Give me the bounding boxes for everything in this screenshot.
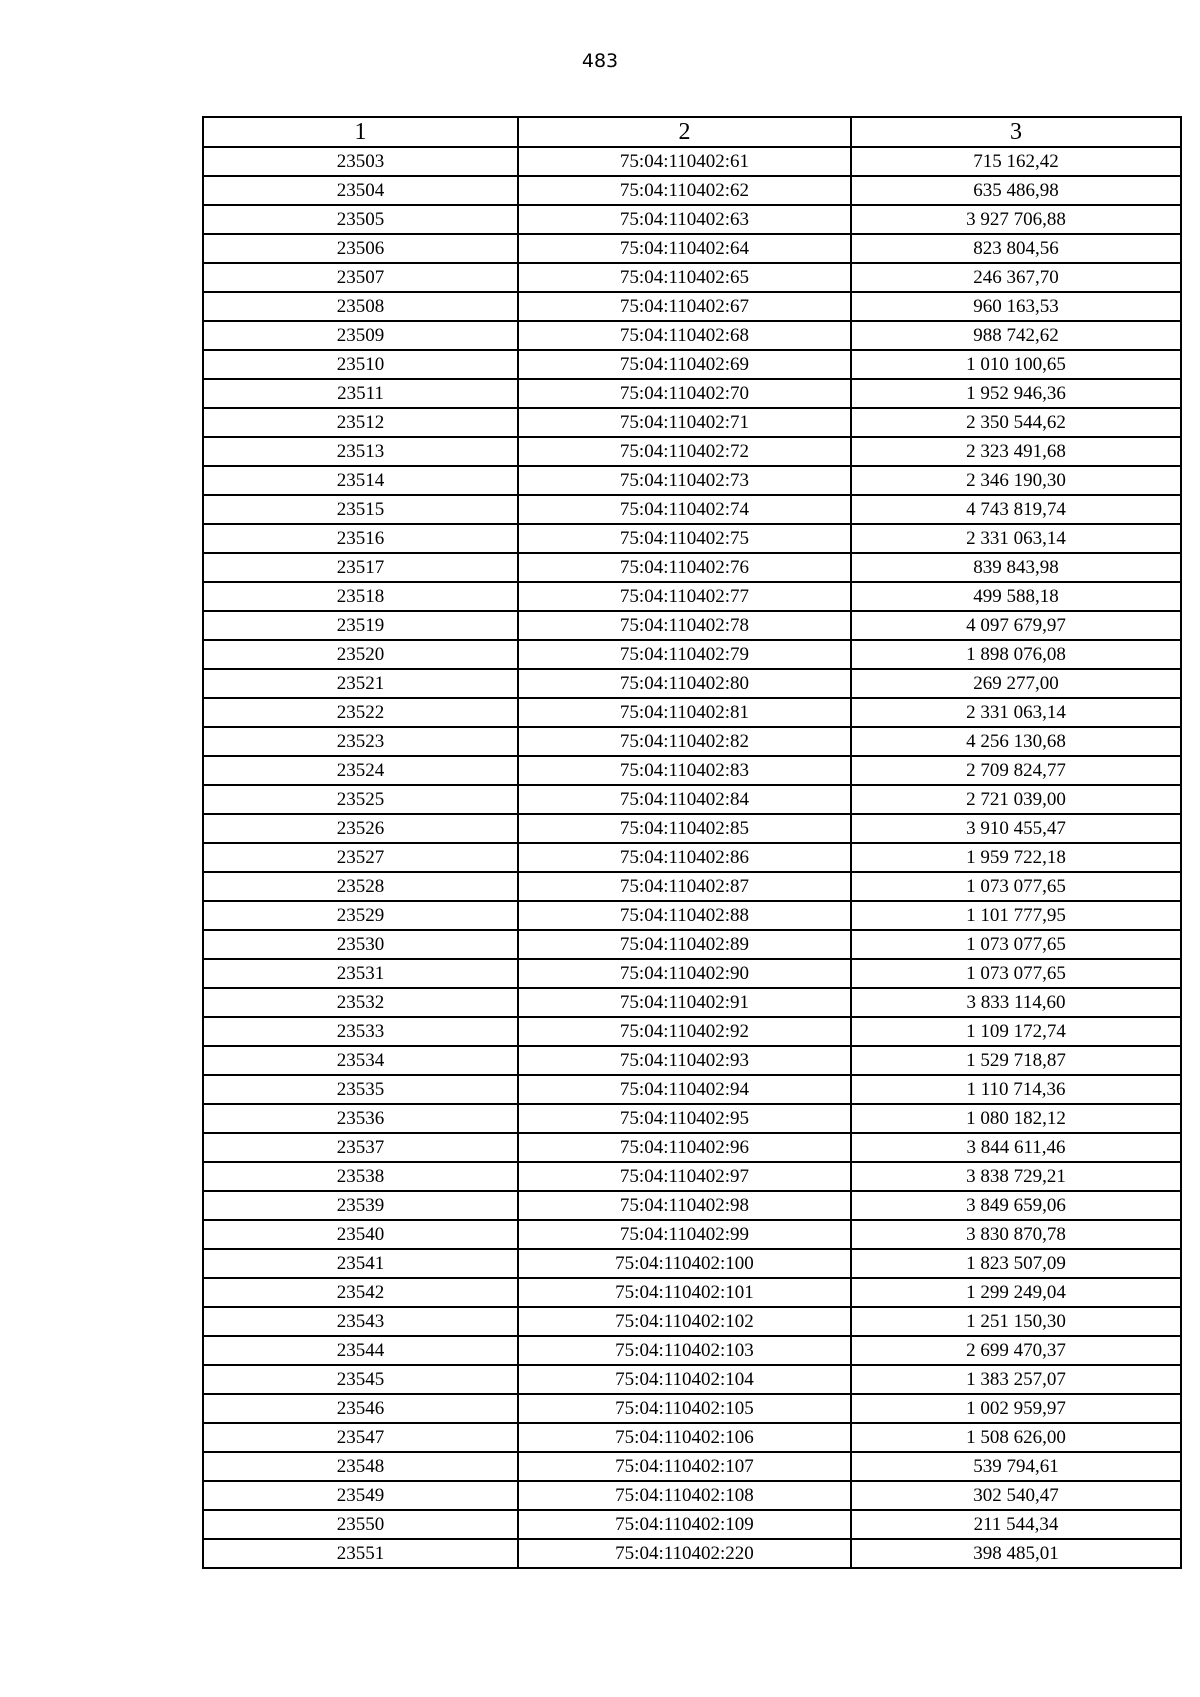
table-row bbox=[203, 234, 1181, 263]
table-row bbox=[203, 1075, 1181, 1104]
row-number-cell: 23536 bbox=[203, 1104, 518, 1133]
column-header-1: 1 bbox=[203, 117, 518, 147]
table-row bbox=[203, 321, 1181, 350]
row-number-cell: 23503 bbox=[203, 147, 518, 176]
value-cell: 1 110 714,36 bbox=[851, 1075, 1181, 1104]
row-number-cell: 23535 bbox=[203, 1075, 518, 1104]
value-cell: 1 002 959,97 bbox=[851, 1394, 1181, 1423]
value-cell: 539 794,61 bbox=[851, 1452, 1181, 1481]
value-cell: 839 843,98 bbox=[851, 553, 1181, 582]
row-number-cell: 23534 bbox=[203, 1046, 518, 1075]
table-row bbox=[203, 988, 1181, 1017]
table-row bbox=[203, 1133, 1181, 1162]
row-number-cell: 23546 bbox=[203, 1394, 518, 1423]
value-cell: 1 508 626,00 bbox=[851, 1423, 1181, 1452]
table-body bbox=[203, 147, 1181, 1568]
column-header-3: 3 bbox=[851, 117, 1181, 147]
value-cell: 1 010 100,65 bbox=[851, 350, 1181, 379]
row-number-cell: 23528 bbox=[203, 872, 518, 901]
table-row bbox=[203, 1481, 1181, 1510]
table-row bbox=[203, 350, 1181, 379]
table-row bbox=[203, 1394, 1181, 1423]
cadastral-number-cell: 75:04:110402:94 bbox=[518, 1075, 851, 1104]
row-number-cell: 23514 bbox=[203, 466, 518, 495]
table-row bbox=[203, 1220, 1181, 1249]
cadastral-number-cell: 75:04:110402:79 bbox=[518, 640, 851, 669]
row-number-cell: 23519 bbox=[203, 611, 518, 640]
table-row bbox=[203, 1249, 1181, 1278]
cadastral-number-cell: 75:04:110402:61 bbox=[518, 147, 851, 176]
cadastral-number-cell: 75:04:110402:77 bbox=[518, 582, 851, 611]
value-cell: 4 097 679,97 bbox=[851, 611, 1181, 640]
cadastral-number-cell: 75:04:110402:87 bbox=[518, 872, 851, 901]
value-cell: 4 256 130,68 bbox=[851, 727, 1181, 756]
row-number-cell: 23522 bbox=[203, 698, 518, 727]
row-number-cell: 23506 bbox=[203, 234, 518, 263]
row-number-cell: 23547 bbox=[203, 1423, 518, 1452]
cadastral-number-cell: 75:04:110402:81 bbox=[518, 698, 851, 727]
row-number-cell: 23518 bbox=[203, 582, 518, 611]
value-cell: 2 346 190,30 bbox=[851, 466, 1181, 495]
cadastral-number-cell: 75:04:110402:62 bbox=[518, 176, 851, 205]
cadastral-number-cell: 75:04:110402:69 bbox=[518, 350, 851, 379]
row-number-cell: 23505 bbox=[203, 205, 518, 234]
row-number-cell: 23523 bbox=[203, 727, 518, 756]
row-number-cell: 23526 bbox=[203, 814, 518, 843]
cadastral-number-cell: 75:04:110402:74 bbox=[518, 495, 851, 524]
cadastral-number-cell: 75:04:110402:80 bbox=[518, 669, 851, 698]
value-cell: 2 721 039,00 bbox=[851, 785, 1181, 814]
row-number-cell: 23531 bbox=[203, 959, 518, 988]
table-row bbox=[203, 611, 1181, 640]
table-row bbox=[203, 785, 1181, 814]
cadastral-number-cell: 75:04:110402:93 bbox=[518, 1046, 851, 1075]
row-number-cell: 23545 bbox=[203, 1365, 518, 1394]
cadastral-number-cell: 75:04:110402:99 bbox=[518, 1220, 851, 1249]
table-row bbox=[203, 263, 1181, 292]
value-cell: 1 529 718,87 bbox=[851, 1046, 1181, 1075]
table-row bbox=[203, 959, 1181, 988]
row-number-cell: 23511 bbox=[203, 379, 518, 408]
table-row bbox=[203, 640, 1181, 669]
row-number-cell: 23507 bbox=[203, 263, 518, 292]
cadastral-number-cell: 75:04:110402:68 bbox=[518, 321, 851, 350]
value-cell: 1 823 507,09 bbox=[851, 1249, 1181, 1278]
cadastral-number-cell: 75:04:110402:86 bbox=[518, 843, 851, 872]
table-row bbox=[203, 1017, 1181, 1046]
row-number-cell: 23527 bbox=[203, 843, 518, 872]
value-cell: 1 299 249,04 bbox=[851, 1278, 1181, 1307]
cadastral-number-cell: 75:04:110402:107 bbox=[518, 1452, 851, 1481]
value-cell: 1 101 777,95 bbox=[851, 901, 1181, 930]
row-number-cell: 23517 bbox=[203, 553, 518, 582]
value-cell: 635 486,98 bbox=[851, 176, 1181, 205]
row-number-cell: 23513 bbox=[203, 437, 518, 466]
table-row bbox=[203, 147, 1181, 176]
cadastral-number-cell: 75:04:110402:65 bbox=[518, 263, 851, 292]
cadastral-number-cell: 75:04:110402:92 bbox=[518, 1017, 851, 1046]
value-cell: 2 331 063,14 bbox=[851, 698, 1181, 727]
value-cell: 1 251 150,30 bbox=[851, 1307, 1181, 1336]
table-row bbox=[203, 524, 1181, 553]
value-cell: 246 367,70 bbox=[851, 263, 1181, 292]
cadastral-number-cell: 75:04:110402:102 bbox=[518, 1307, 851, 1336]
cadastral-number-cell: 75:04:110402:70 bbox=[518, 379, 851, 408]
cadastral-number-cell: 75:04:110402:67 bbox=[518, 292, 851, 321]
row-number-cell: 23515 bbox=[203, 495, 518, 524]
row-number-cell: 23530 bbox=[203, 930, 518, 959]
table-row bbox=[203, 669, 1181, 698]
cadastral-number-cell: 75:04:110402:85 bbox=[518, 814, 851, 843]
row-number-cell: 23532 bbox=[203, 988, 518, 1017]
row-number-cell: 23549 bbox=[203, 1481, 518, 1510]
value-cell: 269 277,00 bbox=[851, 669, 1181, 698]
row-number-cell: 23533 bbox=[203, 1017, 518, 1046]
value-cell: 1 959 722,18 bbox=[851, 843, 1181, 872]
row-number-cell: 23529 bbox=[203, 901, 518, 930]
value-cell: 2 331 063,14 bbox=[851, 524, 1181, 553]
value-cell: 2 350 544,62 bbox=[851, 408, 1181, 437]
table-row bbox=[203, 1104, 1181, 1133]
cadastral-number-cell: 75:04:110402:91 bbox=[518, 988, 851, 1017]
cadastral-number-cell: 75:04:110402:84 bbox=[518, 785, 851, 814]
row-number-cell: 23504 bbox=[203, 176, 518, 205]
cadastral-number-cell: 75:04:110402:101 bbox=[518, 1278, 851, 1307]
cadastral-number-cell: 75:04:110402:71 bbox=[518, 408, 851, 437]
table-header bbox=[203, 117, 1181, 147]
page-number: 483 bbox=[581, 50, 619, 72]
cadastral-number-cell: 75:04:110402:78 bbox=[518, 611, 851, 640]
cadastral-number-cell: 75:04:110402:83 bbox=[518, 756, 851, 785]
table-row bbox=[203, 176, 1181, 205]
value-cell: 2 709 824,77 bbox=[851, 756, 1181, 785]
table-row bbox=[203, 553, 1181, 582]
cadastral-number-cell: 75:04:110402:96 bbox=[518, 1133, 851, 1162]
row-number-cell: 23509 bbox=[203, 321, 518, 350]
row-number-cell: 23510 bbox=[203, 350, 518, 379]
row-number-cell: 23516 bbox=[203, 524, 518, 553]
cadastral-number-cell: 75:04:110402:76 bbox=[518, 553, 851, 582]
row-number-cell: 23539 bbox=[203, 1191, 518, 1220]
value-cell: 1 073 077,65 bbox=[851, 959, 1181, 988]
value-cell: 3 838 729,21 bbox=[851, 1162, 1181, 1191]
row-number-cell: 23543 bbox=[203, 1307, 518, 1336]
table-row bbox=[203, 582, 1181, 611]
value-cell: 1 073 077,65 bbox=[851, 872, 1181, 901]
table-row bbox=[203, 930, 1181, 959]
cadastral-number-cell: 75:04:110402:75 bbox=[518, 524, 851, 553]
header-row bbox=[203, 117, 1181, 147]
table-row bbox=[203, 1452, 1181, 1481]
value-cell: 3 844 611,46 bbox=[851, 1133, 1181, 1162]
table-row bbox=[203, 727, 1181, 756]
row-number-cell: 23524 bbox=[203, 756, 518, 785]
row-number-cell: 23508 bbox=[203, 292, 518, 321]
table-row bbox=[203, 1046, 1181, 1075]
table-row bbox=[203, 1162, 1181, 1191]
value-cell: 1 898 076,08 bbox=[851, 640, 1181, 669]
table-row bbox=[203, 1278, 1181, 1307]
cadastral-number-cell: 75:04:110402:100 bbox=[518, 1249, 851, 1278]
value-cell: 1 952 946,36 bbox=[851, 379, 1181, 408]
cadastral-number-cell: 75:04:110402:73 bbox=[518, 466, 851, 495]
row-number-cell: 23550 bbox=[203, 1510, 518, 1539]
table-row bbox=[203, 1510, 1181, 1539]
table-row bbox=[203, 1307, 1181, 1336]
row-number-cell: 23537 bbox=[203, 1133, 518, 1162]
row-number-cell: 23525 bbox=[203, 785, 518, 814]
value-cell: 3 849 659,06 bbox=[851, 1191, 1181, 1220]
table-row bbox=[203, 1336, 1181, 1365]
row-number-cell: 23521 bbox=[203, 669, 518, 698]
table-row bbox=[203, 205, 1181, 234]
value-cell: 960 163,53 bbox=[851, 292, 1181, 321]
row-number-cell: 23520 bbox=[203, 640, 518, 669]
table-row bbox=[203, 495, 1181, 524]
value-cell: 715 162,42 bbox=[851, 147, 1181, 176]
table-row bbox=[203, 437, 1181, 466]
cadastral-number-cell: 75:04:110402:72 bbox=[518, 437, 851, 466]
value-cell: 823 804,56 bbox=[851, 234, 1181, 263]
value-cell: 2 699 470,37 bbox=[851, 1336, 1181, 1365]
row-number-cell: 23551 bbox=[203, 1539, 518, 1568]
table-row bbox=[203, 292, 1181, 321]
table-row bbox=[203, 698, 1181, 727]
table-row bbox=[203, 408, 1181, 437]
row-number-cell: 23542 bbox=[203, 1278, 518, 1307]
cadastral-number-cell: 75:04:110402:220 bbox=[518, 1539, 851, 1568]
cadastral-number-cell: 75:04:110402:97 bbox=[518, 1162, 851, 1191]
data-table bbox=[202, 116, 1182, 1569]
value-cell: 499 588,18 bbox=[851, 582, 1181, 611]
row-number-cell: 23538 bbox=[203, 1162, 518, 1191]
value-cell: 3 830 870,78 bbox=[851, 1220, 1181, 1249]
value-cell: 1 073 077,65 bbox=[851, 930, 1181, 959]
cadastral-number-cell: 75:04:110402:89 bbox=[518, 930, 851, 959]
value-cell: 1 080 182,12 bbox=[851, 1104, 1181, 1133]
table-row bbox=[203, 379, 1181, 408]
row-number-cell: 23544 bbox=[203, 1336, 518, 1365]
cadastral-number-cell: 75:04:110402:64 bbox=[518, 234, 851, 263]
row-number-cell: 23541 bbox=[203, 1249, 518, 1278]
cadastral-number-cell: 75:04:110402:82 bbox=[518, 727, 851, 756]
table-row bbox=[203, 466, 1181, 495]
row-number-cell: 23540 bbox=[203, 1220, 518, 1249]
cadastral-number-cell: 75:04:110402:103 bbox=[518, 1336, 851, 1365]
table-row bbox=[203, 1365, 1181, 1394]
table-row bbox=[203, 756, 1181, 785]
cadastral-number-cell: 75:04:110402:105 bbox=[518, 1394, 851, 1423]
cadastral-number-cell: 75:04:110402:90 bbox=[518, 959, 851, 988]
cadastral-number-cell: 75:04:110402:108 bbox=[518, 1481, 851, 1510]
table-row bbox=[203, 1191, 1181, 1220]
value-cell: 2 323 491,68 bbox=[851, 437, 1181, 466]
table-row bbox=[203, 872, 1181, 901]
row-number-cell: 23512 bbox=[203, 408, 518, 437]
value-cell: 3 927 706,88 bbox=[851, 205, 1181, 234]
cadastral-number-cell: 75:04:110402:88 bbox=[518, 901, 851, 930]
cadastral-number-cell: 75:04:110402:109 bbox=[518, 1510, 851, 1539]
value-cell: 398 485,01 bbox=[851, 1539, 1181, 1568]
table-row bbox=[203, 1423, 1181, 1452]
value-cell: 1 109 172,74 bbox=[851, 1017, 1181, 1046]
cadastral-number-cell: 75:04:110402:63 bbox=[518, 205, 851, 234]
cadastral-number-cell: 75:04:110402:104 bbox=[518, 1365, 851, 1394]
value-cell: 3 833 114,60 bbox=[851, 988, 1181, 1017]
cadastral-number-cell: 75:04:110402:106 bbox=[518, 1423, 851, 1452]
value-cell: 302 540,47 bbox=[851, 1481, 1181, 1510]
cadastral-number-cell: 75:04:110402:95 bbox=[518, 1104, 851, 1133]
value-cell: 988 742,62 bbox=[851, 321, 1181, 350]
table-row bbox=[203, 814, 1181, 843]
value-cell: 1 383 257,07 bbox=[851, 1365, 1181, 1394]
value-cell: 4 743 819,74 bbox=[851, 495, 1181, 524]
table-row bbox=[203, 843, 1181, 872]
column-header-2: 2 bbox=[518, 117, 851, 147]
cadastral-number-cell: 75:04:110402:98 bbox=[518, 1191, 851, 1220]
row-number-cell: 23548 bbox=[203, 1452, 518, 1481]
table-row bbox=[203, 1539, 1181, 1568]
value-cell: 3 910 455,47 bbox=[851, 814, 1181, 843]
table-row bbox=[203, 901, 1181, 930]
value-cell: 211 544,34 bbox=[851, 1510, 1181, 1539]
